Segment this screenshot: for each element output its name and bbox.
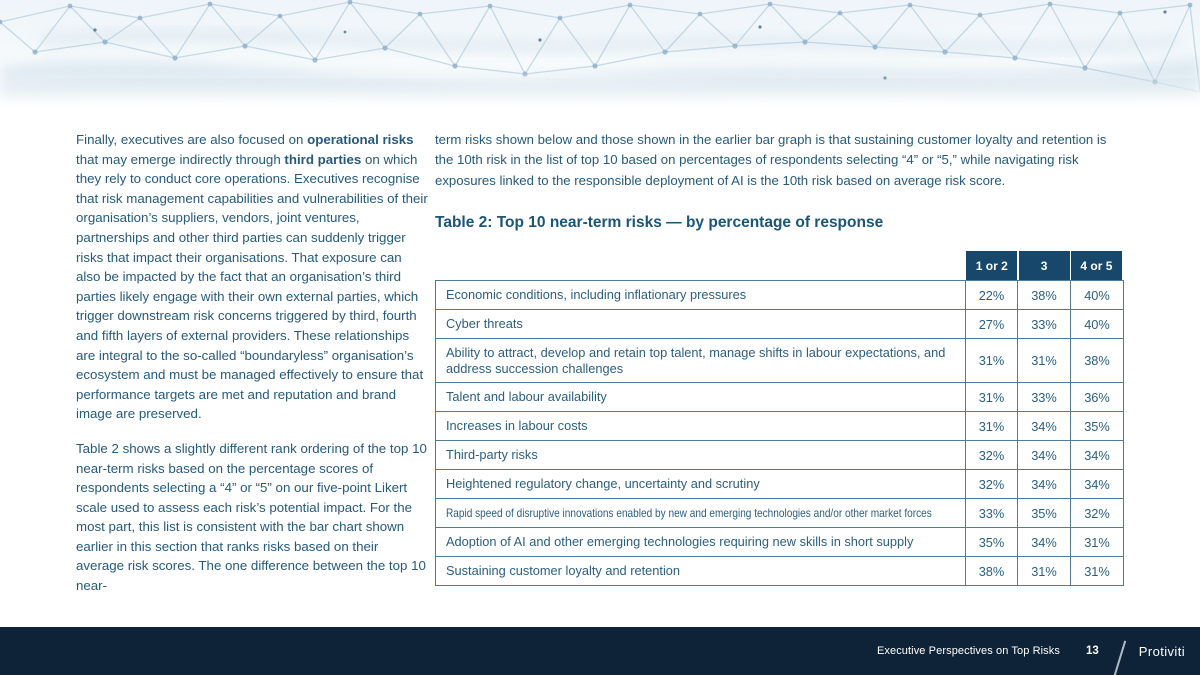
table-title: Table 2: Top 10 near-term risks — by percentage of response bbox=[435, 214, 884, 231]
header-decoration bbox=[0, 0, 1200, 108]
pct-1or2: 31% bbox=[966, 383, 1018, 412]
risk-label: Sustaining customer loyalty and retention bbox=[436, 557, 966, 586]
pct-3: 31% bbox=[1018, 557, 1071, 586]
pct-4or5: 36% bbox=[1071, 383, 1124, 412]
pct-3: 33% bbox=[1018, 383, 1071, 412]
column-header-1or2: 1 or 2 bbox=[966, 251, 1017, 280]
risk-label: Cyber threats bbox=[436, 310, 966, 339]
protiviti-logo: Protiviti bbox=[1138, 643, 1185, 659]
pct-1or2: 31% bbox=[966, 412, 1018, 441]
para1-text: Finally, executives are also focused on bbox=[76, 132, 308, 147]
risk-label: Talent and labour availability bbox=[436, 383, 966, 412]
pct-4or5: 31% bbox=[1071, 528, 1124, 557]
risk-label: Adoption of AI and other emerging technologies requiring new skills in short supply bbox=[436, 528, 966, 557]
pct-3: 34% bbox=[1018, 412, 1071, 441]
table-row bbox=[436, 383, 1124, 412]
pct-1or2: 31% bbox=[966, 339, 1018, 383]
pct-1or2: 33% bbox=[966, 499, 1018, 528]
pct-4or5: 38% bbox=[1071, 339, 1124, 383]
pct-3: 33% bbox=[1018, 310, 1071, 339]
risk-label: Ability to attract, develop and retain top talent, manage shifts in labour expectations, and address succession challenges bbox=[436, 339, 966, 383]
pct-1or2: 35% bbox=[966, 528, 1018, 557]
pct-4or5: 40% bbox=[1071, 310, 1124, 339]
table-row bbox=[436, 499, 1124, 528]
right-text-column bbox=[435, 130, 1113, 191]
slash-divider-icon bbox=[1114, 640, 1126, 675]
table-row bbox=[436, 310, 1124, 339]
risk-label: Rapid speed of disruptive innovations enabled by new and emerging technologies and/or other market forces bbox=[436, 499, 966, 528]
pct-3: 31% bbox=[1018, 339, 1071, 383]
table-row bbox=[436, 412, 1124, 441]
pct-1or2: 38% bbox=[966, 557, 1018, 586]
risk-label: Increases in labour costs bbox=[436, 412, 966, 441]
table-row bbox=[436, 528, 1124, 557]
pct-4or5: 40% bbox=[1071, 281, 1124, 310]
paragraph-table2-intro: Table 2 shows a slightly different rank ordering of the top 10 near-term risks based on the percentage scores of respondents selecting a “4” or “5” on our five-point Likert scale used to assess each risk’s potential impact. For the most part, this list is consistent with the bar chart shown earlier in this section that ranks risks based on their average risk scores. The one difference between the top 10 near- bbox=[76, 440, 427, 594]
table-row bbox=[436, 441, 1124, 470]
table-row bbox=[436, 557, 1124, 586]
pct-3: 38% bbox=[1018, 281, 1071, 310]
column-header-3: 3 bbox=[1019, 251, 1070, 280]
risk-table-body bbox=[435, 280, 1124, 586]
risk-label: Economic conditions, including inflationary pressures bbox=[436, 281, 966, 310]
pct-4or5: 31% bbox=[1071, 557, 1124, 586]
table-header-row bbox=[435, 251, 1123, 280]
pct-3: 34% bbox=[1018, 528, 1071, 557]
table-row bbox=[436, 339, 1124, 383]
footer-bar bbox=[0, 627, 1200, 675]
pct-4or5: 34% bbox=[1071, 470, 1124, 499]
pct-4or5: 32% bbox=[1071, 499, 1124, 528]
pct-3: 34% bbox=[1018, 470, 1071, 499]
column-header-4or5: 4 or 5 bbox=[1071, 251, 1122, 280]
pct-1or2: 32% bbox=[966, 470, 1018, 499]
risk-label: Heightened regulatory change, uncertainty and scrutiny bbox=[436, 470, 966, 499]
pct-3: 34% bbox=[1018, 441, 1071, 470]
table-row bbox=[436, 281, 1124, 310]
pct-4or5: 34% bbox=[1071, 441, 1124, 470]
table-row bbox=[436, 470, 1124, 499]
network-mesh-graphic bbox=[0, 0, 1200, 108]
pct-1or2: 22% bbox=[966, 281, 1018, 310]
footer-report-title: Executive Perspectives on Top Risks bbox=[876, 645, 1060, 657]
page-number: 13 bbox=[1085, 645, 1099, 657]
paragraph-operational-risks: Finally, executives are also focused on operational risks that may emerge indirectly through third parties on which they rely to conduct core operations. Executives recognise that risk management capabilities and vulnerabilities of their organisation’s suppliers, vendors, joint ventures, partnerships and other third parties can suddenly trigger risks that impact their organisations. That exposure can also be impacted by the fact that an organisation’s third parties likely engage with their own external parties, which trigger downstream risk concerns triggered by third, fourth and fifth layers of external providers. These relationships are integral to the so-called “boundaryless” organisation’s ecosystem and must be managed effectively to ensure that performance targets are met and reputation and brand image are preserved. bbox=[76, 132, 428, 422]
risk-label: Third-party risks bbox=[436, 441, 966, 470]
table-header-spacer bbox=[435, 251, 965, 280]
risk-table bbox=[435, 251, 1123, 586]
bold-third-parties: third parties bbox=[284, 151, 362, 167]
left-text-column bbox=[76, 130, 428, 596]
pct-4or5: 35% bbox=[1071, 412, 1124, 441]
paragraph-near-term-risks: term risks shown below and those shown in the earlier bar graph is that sustaining customer loyalty and retention is the 10th risk in the list of top 10 based on percentages of respondents selecting “4” or “5,” while navigating risk exposures linked to the responsible deployment of AI is the 10th risk based on average risk score. bbox=[435, 132, 1107, 188]
pct-1or2: 27% bbox=[966, 310, 1018, 339]
bold-operational-risks: operational risks bbox=[307, 132, 414, 147]
pct-1or2: 32% bbox=[966, 441, 1018, 470]
pct-3: 35% bbox=[1018, 499, 1071, 528]
